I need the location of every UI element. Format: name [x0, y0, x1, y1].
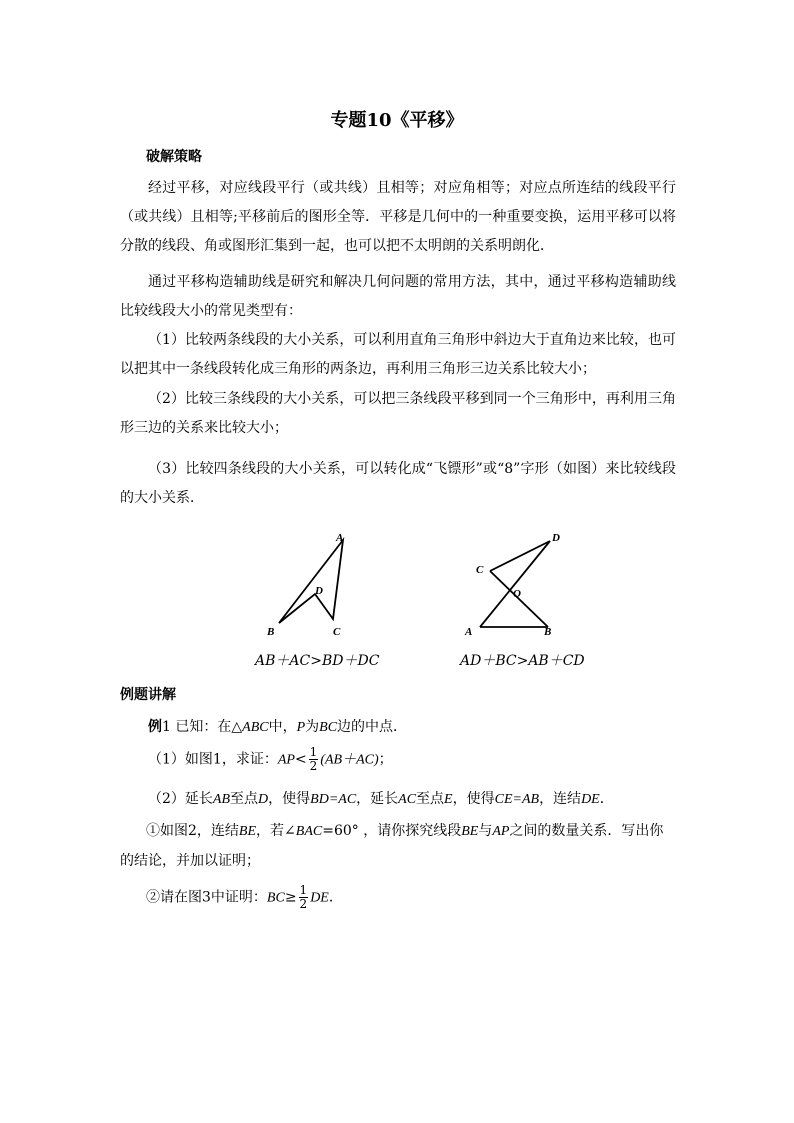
label-d: D [315, 585, 323, 597]
caption-dart: AB＋AC>BD＋DC [255, 653, 380, 669]
label-b: B [544, 626, 552, 638]
figure-dart [255, 525, 365, 645]
fraction-half: $\frac{1}{2}$ [299, 883, 308, 911]
fraction-half: $\frac{1}{2}$ [309, 745, 318, 773]
label-d: D [552, 532, 560, 544]
segment-cd [490, 541, 550, 571]
sub-question-1: ①如图2，连结BE，若∠BAC=60° ，请你探究线段BE与AP之间的数量关系．写出你 [146, 823, 664, 839]
caption-eight: AD＋BC>AB＋CD [460, 653, 585, 669]
example-label: 例 [148, 719, 162, 735]
list-item-2: （2）比较三条线段的大小关系，可以把三条线段平移到同一个三角形中，再利用三角形三边的关系来比较大小； [120, 391, 676, 436]
segment-da [480, 541, 550, 627]
question-1: （1）如图1，求证：AP< $\frac{1}{2}$ (AB＋AC)； [148, 745, 393, 773]
label-b: B [267, 626, 275, 638]
sub-question-2: ②请在图3中证明：BC≥ $\frac{1}{2}$ DE． [146, 883, 343, 911]
question-2: （2）延长AB至点D，使得BD=AC，延长AC至点E，使得CE=AB，连结DE． [148, 791, 614, 807]
list-item-3: （3）比较四条线段的大小关系，可以转化成“飞镖形”或“8”字形（如图）来比较线段的大小关系． [120, 461, 676, 506]
label-a: A [465, 626, 473, 638]
section-heading-strategy: 破解策略 [146, 149, 202, 165]
paragraph-intro: 经过平移，对应线段平行（或共线）且相等；对应角相等；对应点所连结的线段平行（或共线）且相等;平移前后的图形全等．平移是几何中的一种重要变换，运用平移可以将分散的线段、角或图形汇集到一起，也可以把不太明朗的关系明朗化． [120, 180, 676, 254]
figure-eight [460, 525, 580, 645]
section-heading-examples: 例题讲解 [120, 687, 176, 703]
dart-shape [279, 540, 343, 623]
label-o: O [513, 588, 521, 600]
list-item-1: （1）比较两条线段的大小关系，可以利用直角三角形中斜边大于直角边来比较，也可以把其中一条线段转化成三角形的两条边，再利用三角形三边关系比较大小； [120, 332, 676, 377]
label-a: A [336, 532, 344, 544]
paragraph-methods: 通过平移构造辅助线是研究和解决几何问题的常用方法，其中，通过平移构造辅助线比较线段大小的常见类型有： [120, 274, 676, 319]
sub-question-1-cont: 的结论，并加以证明； [120, 853, 260, 869]
label-c: C [476, 564, 484, 576]
label-c: C [333, 626, 341, 638]
page-title: 专题10《平移》 [330, 110, 464, 131]
example-1-statement: 例1 已知：在△ABC中，P为BC边的中点． [148, 719, 408, 735]
